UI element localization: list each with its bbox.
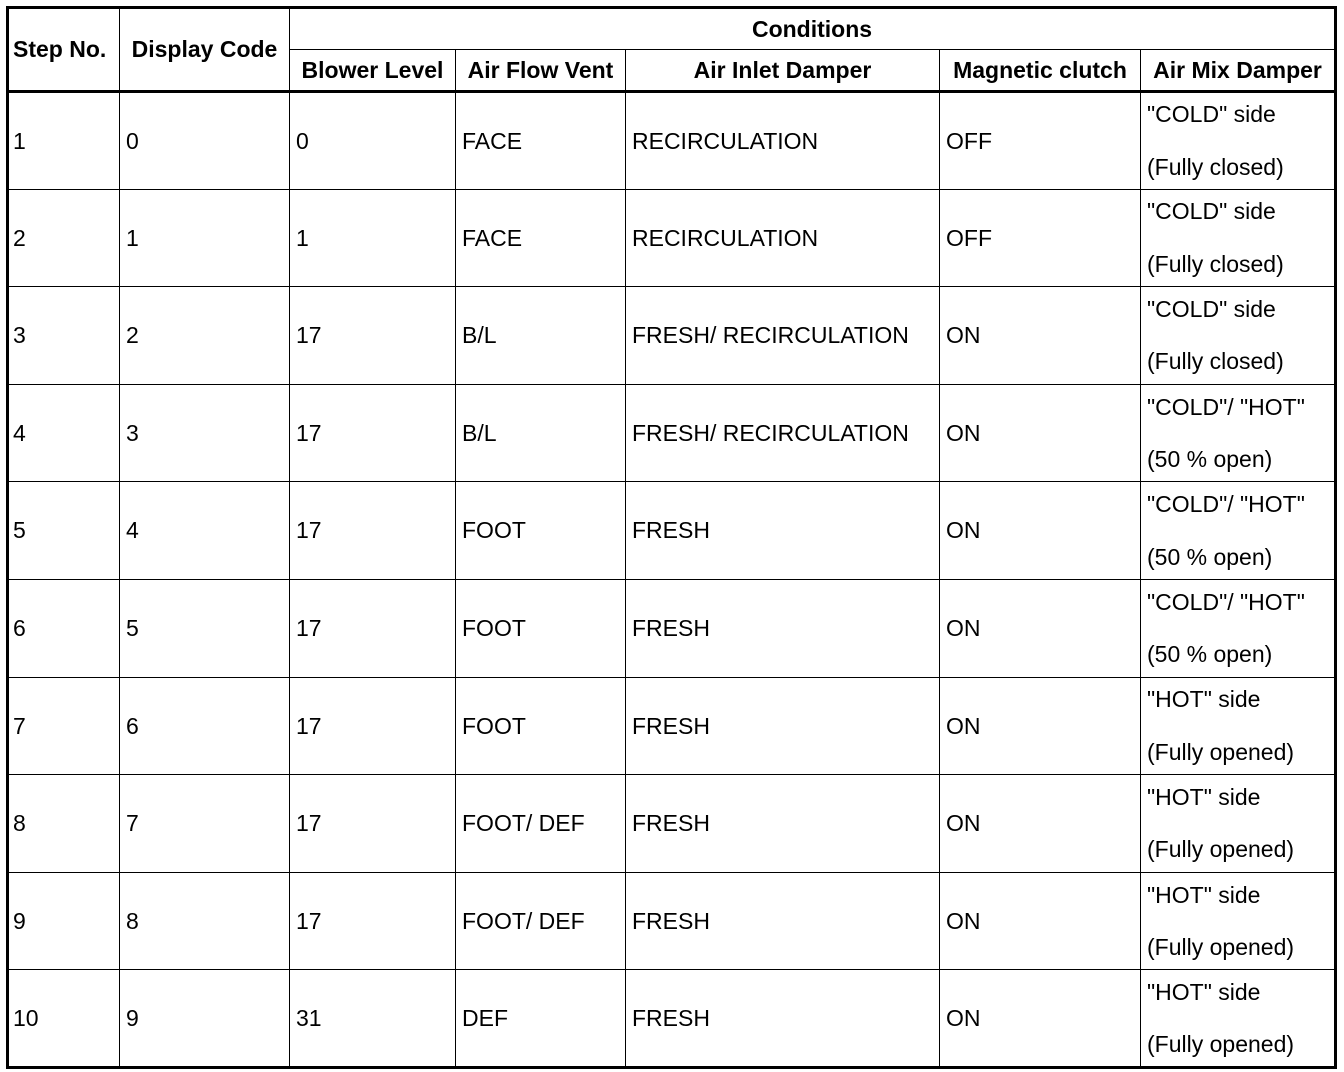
air-mix-damper-cell — [1141, 775, 1336, 873]
display-code-cell: 9 — [120, 970, 290, 1068]
air-mix-damper-cell — [1141, 579, 1336, 677]
air-mix-opening: (50 % open) — [1147, 641, 1273, 668]
air-mix-opening: (Fully opened) — [1147, 836, 1295, 863]
air-mix-damper-cell — [1141, 970, 1336, 1068]
display-code-cell: 5 — [120, 579, 290, 677]
air-inlet-damper-cell: FRESH/ RECIRCULATION — [626, 287, 940, 385]
magnetic-clutch-cell: OFF — [940, 189, 1141, 287]
step-no-cell: 9 — [8, 872, 120, 970]
air-mix-opening: (Fully opened) — [1147, 934, 1295, 961]
magnetic-clutch-cell: ON — [940, 775, 1141, 873]
magnetic-clutch-cell: ON — [940, 579, 1141, 677]
air-flow-vent-cell: FOOT/ DEF — [456, 775, 626, 873]
air-mix-opening: (Fully closed) — [1147, 250, 1284, 277]
air-mix-position: "COLD"/ "HOT" — [1147, 588, 1305, 615]
magnetic-clutch-cell: ON — [940, 482, 1141, 580]
air-mix-position: "COLD"/ "HOT" — [1147, 491, 1305, 518]
air-mix-damper-cell — [1141, 189, 1336, 287]
blower-level-cell: 17 — [290, 482, 456, 580]
table-row — [8, 287, 1336, 385]
air-mix-position: "HOT" side — [1147, 978, 1261, 1005]
air-inlet-damper-cell: FRESH — [626, 970, 940, 1068]
air-mix-opening: (Fully opened) — [1147, 738, 1295, 765]
table-row — [8, 970, 1336, 1068]
table-row — [8, 384, 1336, 482]
step-no-cell: 1 — [8, 92, 120, 190]
air-mix-position: "COLD" side — [1147, 296, 1276, 323]
magnetic-clutch-header: Magnetic clutch — [940, 50, 1141, 92]
magnetic-clutch-cell: ON — [940, 677, 1141, 775]
air-mix-damper-header: Air Mix Damper — [1141, 50, 1336, 92]
air-inlet-damper-cell: FRESH/ RECIRCULATION — [626, 384, 940, 482]
air-mix-opening: (Fully closed) — [1147, 348, 1284, 375]
air-mix-opening: (50 % open) — [1147, 446, 1273, 473]
step-no-cell: 4 — [8, 384, 120, 482]
step-no-cell: 3 — [8, 287, 120, 385]
air-flow-vent-cell: B/L — [456, 384, 626, 482]
blower-level-header: Blower Level — [290, 50, 456, 92]
air-flow-vent-cell: FOOT — [456, 677, 626, 775]
blower-level-cell: 17 — [290, 775, 456, 873]
blower-level-cell: 17 — [290, 677, 456, 775]
air-mix-position: "COLD" side — [1147, 101, 1276, 128]
air-mix-position: "HOT" side — [1147, 686, 1261, 713]
air-inlet-damper-cell: RECIRCULATION — [626, 189, 940, 287]
air-flow-vent-cell: DEF — [456, 970, 626, 1068]
blower-level-cell: 17 — [290, 872, 456, 970]
display-code-cell: 4 — [120, 482, 290, 580]
blower-level-cell: 17 — [290, 384, 456, 482]
air-flow-vent-header: Air Flow Vent — [456, 50, 626, 92]
air-inlet-damper-cell: RECIRCULATION — [626, 92, 940, 190]
air-mix-opening: (Fully opened) — [1147, 1031, 1295, 1058]
blower-level-cell: 1 — [290, 189, 456, 287]
display-code-cell: 2 — [120, 287, 290, 385]
air-inlet-damper-cell: FRESH — [626, 677, 940, 775]
blower-level-cell: 31 — [290, 970, 456, 1068]
air-mix-position: "COLD" side — [1147, 198, 1276, 225]
air-mix-position: "HOT" side — [1147, 881, 1261, 908]
table-row — [8, 775, 1336, 873]
air-inlet-damper-cell: FRESH — [626, 775, 940, 873]
air-flow-vent-cell: B/L — [456, 287, 626, 385]
step-no-cell: 6 — [8, 579, 120, 677]
air-mix-position: "HOT" side — [1147, 784, 1261, 811]
air-inlet-damper-cell: FRESH — [626, 482, 940, 580]
display-code-cell: 0 — [120, 92, 290, 190]
step-no-cell: 8 — [8, 775, 120, 873]
magnetic-clutch-cell: ON — [940, 287, 1141, 385]
blower-level-cell: 17 — [290, 579, 456, 677]
table-row — [8, 677, 1336, 775]
blower-level-cell: 17 — [290, 287, 456, 385]
step-no-cell: 5 — [8, 482, 120, 580]
display-code-cell: 3 — [120, 384, 290, 482]
air-mix-damper-cell — [1141, 677, 1336, 775]
display-code-cell: 7 — [120, 775, 290, 873]
blower-level-cell: 0 — [290, 92, 456, 190]
display-code-cell: 6 — [120, 677, 290, 775]
step-no-cell: 7 — [8, 677, 120, 775]
step-no-cell: 10 — [8, 970, 120, 1068]
air-mix-damper-cell — [1141, 384, 1336, 482]
table-row — [8, 482, 1336, 580]
display-code-cell: 1 — [120, 189, 290, 287]
air-flow-vent-cell: FOOT — [456, 482, 626, 580]
air-mix-opening: (Fully closed) — [1147, 153, 1284, 180]
air-flow-vent-cell: FOOT — [456, 579, 626, 677]
step-no-header: Step No. — [8, 8, 120, 92]
table-row — [8, 579, 1336, 677]
display-code-cell: 8 — [120, 872, 290, 970]
air-flow-vent-cell: FOOT/ DEF — [456, 872, 626, 970]
magnetic-clutch-cell: OFF — [940, 92, 1141, 190]
table-row — [8, 872, 1336, 970]
air-mix-damper-cell — [1141, 872, 1336, 970]
air-flow-vent-cell: FACE — [456, 92, 626, 190]
display-code-header: Display Code — [120, 8, 290, 92]
step-no-cell: 2 — [8, 189, 120, 287]
magnetic-clutch-cell: ON — [940, 872, 1141, 970]
air-inlet-damper-cell: FRESH — [626, 579, 940, 677]
conditions-header: Conditions — [290, 8, 1336, 50]
self-diagnosis-conditions-table — [6, 6, 1337, 1069]
table-row — [8, 189, 1336, 287]
air-mix-damper-cell — [1141, 287, 1336, 385]
header-row-top — [8, 8, 1336, 50]
air-mix-damper-cell — [1141, 92, 1336, 190]
air-mix-position: "COLD"/ "HOT" — [1147, 393, 1305, 420]
magnetic-clutch-cell: ON — [940, 384, 1141, 482]
magnetic-clutch-cell: ON — [940, 970, 1141, 1068]
air-inlet-damper-cell: FRESH — [626, 872, 940, 970]
air-mix-opening: (50 % open) — [1147, 543, 1273, 570]
table-row — [8, 92, 1336, 190]
air-inlet-damper-header: Air Inlet Damper — [626, 50, 940, 92]
air-flow-vent-cell: FACE — [456, 189, 626, 287]
air-mix-damper-cell — [1141, 482, 1336, 580]
